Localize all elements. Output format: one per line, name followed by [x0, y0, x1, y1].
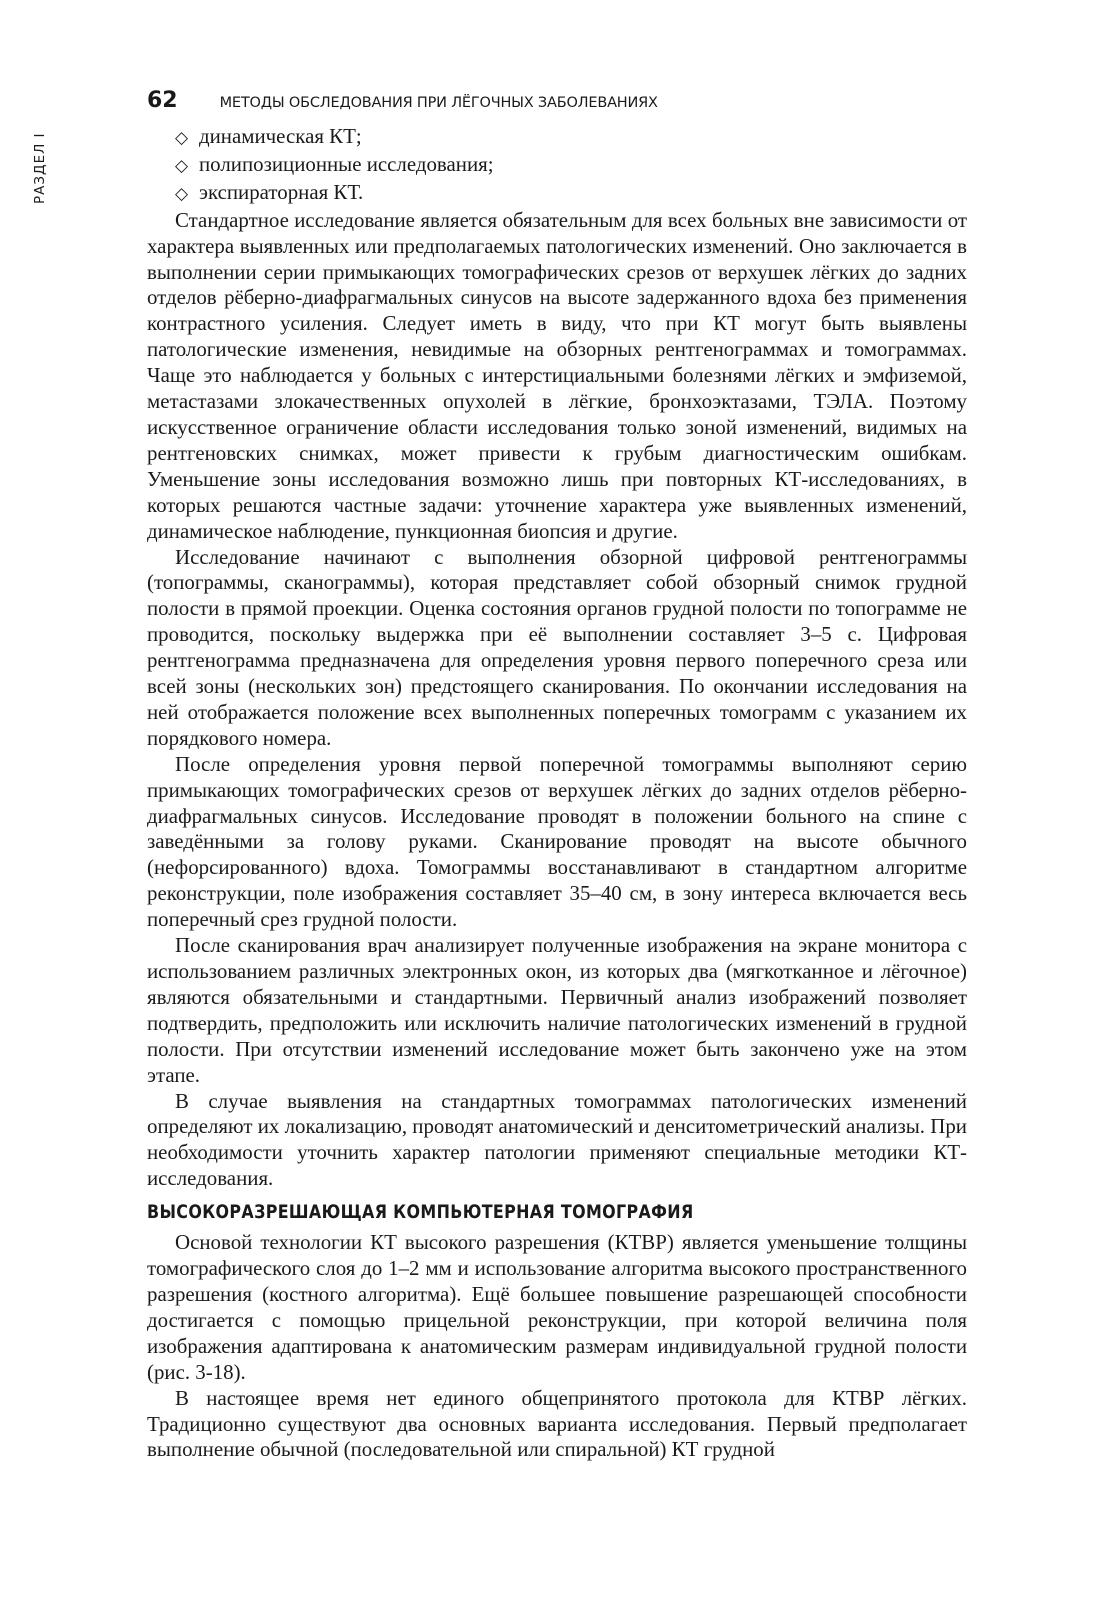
diamond-outline-icon: ◇ [175, 128, 189, 148]
paragraph: После сканирования врач анализирует полученные изображения на экране монитора с использованием различных электронных окон, из которых два (мягкотканное и лёгочное) являются обязательными и стандартными. Первичный анализ изображений позволяет подтвердить, предположить или исключить наличие патологических изменений в грудной полости. При отсутствии изменений исследование может быть закончено уже на этом этапе. [147, 933, 967, 1087]
paragraph: В настоящее время нет единого общепринятого протокола для КТВР лёгких. Традиционно существуют два основных варианта исследования. Первый предполагает выполнение обычной (последовательной или спиральной) КТ грудной [147, 1385, 967, 1462]
list-item [175, 180, 967, 208]
paragraph: Исследование начинают с выполнения обзорной цифровой рентгенограммы (топограммы, сканограммы), которая представляет собой обзорный снимок грудной полости в прямой проекции. Оценка состояния органов грудной полости по топограмме не проводится, поскольку выдержка при её выполнении составляет 3–5 с. Цифровая рентгенограмма предназначена для определения уровня первого поперечного среза или всей зоны (нескольких зон) предстоящего сканирования. По окончании исследования на ней отображается положение всех выполненных поперечных томограмм с указанием их порядкового номера. [147, 544, 967, 750]
paragraph: В случае выявления на стандартных томограммах патологических изменений определяют их локализацию, проводят анатомический и денситометрический анализы. При необходимости уточнить характер патологии применяют специальные методики КТ-исследования. [147, 1088, 967, 1191]
paragraph: Стандартное исследование является обязательным для всех больных вне зависимости от характера выявленных или предполагаемых патологических изменений. Оно заключается в выполнении серии примыкающих томографических срезов от верхушек лёгких до задних отделов рёберно-диафрагмальных синусов на высоте задержанного вдоха без применения контрастного усиления. Следует иметь в виду, что при КТ могут быть выявлены патологические изменения, невидимые на обзорных рентгенограммах и томограммах. Чаще это наблюдается у больных с интерстициальными болезнями лёгких и эмфиземой, метастазами злокачественных опухолей в лёгкие, бронхоэктазами, ТЭЛА. Поэтому искусственное ограничение области исследования только зоной изменений, видимых на рентгеновских снимках, может привести к грубым диагностическим ошибкам. Уменьшение зоны исследования возможно лишь при повторных КТ-исследованиях, в которых решаются частные задачи: уточнение характера уже выявленных изменений, динамическое наблюдение, пункционная биопсия и другие. [147, 207, 967, 543]
list-item-text: полипозиционные исследования; [199, 151, 494, 176]
list-item [175, 124, 967, 152]
paragraph: После определения уровня первой поперечной томограммы выполняют серию примыкающих томографических срезов от верхушек лёгких до задних отделов рёберно-диафрагмальных синусов. Исследование проводят в положении больного на спине с заведёнными за голову руками. Сканирование проводят на высоте обычного (нефорсированного) вдоха. Томограммы восстанавливают в стандартном алгоритме реконструкции, поле изображения составляет 35–40 см, в зону интереса включается весь поперечный срез грудной полости. [147, 751, 967, 932]
list-item-text: экспираторная КТ. [199, 179, 364, 204]
paragraph: Основой технологии КТ высокого разрешения (КТВР) является уменьшение толщины томографического слоя до 1–2 мм и использование алгоритма высокого пространственного разрешения (костного алгоритма). Ещё большее повышение разрешающей способности достигается с помощью прицельной реконструкции, при которой величина поля изображения адаптирована к анатомическим размерам индивидуальной грудной полости (рис. 3-18). [147, 1230, 967, 1384]
list-item-text: динамическая КТ; [199, 124, 362, 148]
list-item [175, 152, 967, 180]
diamond-outline-icon: ◇ [175, 155, 189, 176]
page-content [147, 124, 967, 1463]
diamond-outline-icon: ◇ [175, 183, 189, 204]
section-side-label: РАЗДЕЛ I [32, 132, 48, 204]
bullet-list [147, 124, 967, 208]
section-heading: ВЫСОКОРАЗРЕШАЮЩАЯ КОМПЬЮТЕРНАЯ ТОМОГРАФИЯ [147, 1202, 694, 1224]
page-header [147, 88, 977, 118]
running-head: МЕТОДЫ ОБСЛЕДОВАНИЯ ПРИ ЛЁГОЧНЫХ ЗАБОЛЕВАНИЯХ [219, 95, 658, 111]
page-number: 62 [147, 88, 178, 113]
